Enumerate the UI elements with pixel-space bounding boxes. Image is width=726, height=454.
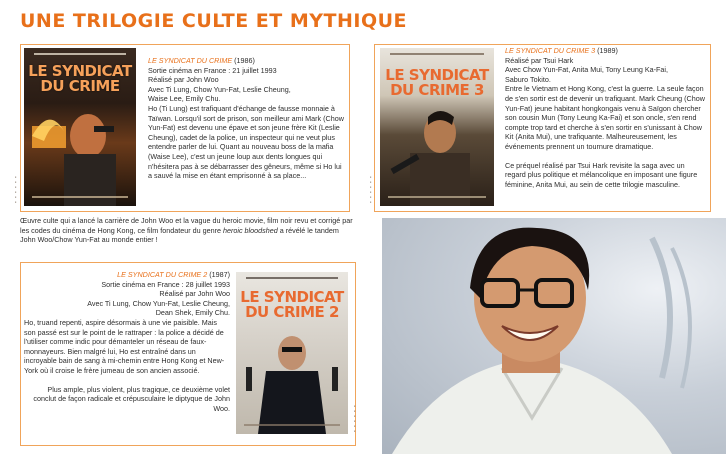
film1-title: LE SYNDICAT DU CRIME [148,56,233,65]
film3-poster [380,48,494,206]
film1-photo-credit: ▪▪▪▪▪▪ [13,175,18,205]
film2-director: Réalisé par John Woo [159,289,230,299]
film2-year: (1987) [209,270,230,279]
film2-poster-title-2: DU CRIME 2 [245,303,339,321]
film2-text [24,270,230,413]
film1-poster [24,48,136,206]
film1-footer-end: a révélé le tandem John Woo/Chow Yun-Fat au monde entier ! [20,225,339,245]
film1-text [148,56,346,181]
film1-footer-text: Œuvre culte qui a lancé la carrière de John Woo et la vague du heroic movie, film noir revu et corrigé par les codes du cinéma de Hong Kong, ce film fondateur du genre [20,216,353,235]
film3-poster-title-1: LE SYNDICAT [385,66,489,84]
film3-photo-credit: ▪▪▪▪▪▪ [368,175,373,205]
film2-synopsis: Ho, truand repenti, aspire désormais à une vie paisible. Mais son passé est sur le point de le rattraper : la police a décidé de l'utiliser comme indic pour démanteler un réseau de faux-monnayeurs. Bien malgré lui, Ho est entraîné dans un incroyable bain de sang à mi-chemin entre Hong Kong et New-York où il croise le frère jumeau de son ancien associé. [24,317,225,375]
page-title: UNE TRILOGIE CULTE ET MYTHIQUE [20,10,408,32]
film1-footer-genre: heroic bloodshed [222,225,278,235]
film3-year: (1989) [597,46,618,55]
film2-poster [236,272,348,434]
film2-photo-credit: ▪▪▪▪▪▪ [352,404,357,434]
film3-poster-title-2: DU CRIME 3 [390,81,484,99]
film3-synopsis: Entre le Vietnam et Hong Kong, c'est la guerre. La seule façon de s'en sortir est de devenir un trafiquant. Mark Cheung (Chow Yun-Fat) jeune habitant hongkongais venu à Saïgon chercher son cousin Mun (Tony Leung Ka-Fai) et son oncle, s'en rend compte trop tard et cherche à s'en sortir en s'unissant à Chow Kit (Anita Mui), une trafiquante. Malheureusement, les événements prennent un tournure dramatique. [505,84,705,151]
film3-poster-illustration [380,103,494,206]
film1-poster-illustration [24,96,136,206]
film3-footer: Ce préquel réalisé par Tsui Hark revisite la saga avec un regard plus politique et mélancolique en imposant une figure féminine, Anita Mui, au sein de cette trilogie masculine. [505,160,698,189]
actor-photo-illustration [382,218,726,454]
film3-director: Réalisé par Tsui Hark [505,55,574,65]
film2-poster-illustration [236,327,348,434]
film3-cast-2: Saburo Tokito. [505,74,551,84]
film2-release: Sortie cinéma en France : 28 juillet 1993 [101,279,230,289]
film2-poster-title-1: LE SYNDICAT [240,288,344,306]
film2-cast-2: Dean Shek, Emily Chu. [155,308,230,318]
film1-poster-title-2: DU CRIME [40,77,120,95]
film1-poster-title-1: LE SYNDICAT [28,62,132,80]
film1-cast-2: Waise Lee, Emily Chu. [148,94,221,104]
film1-cast-1: Avec Ti Lung, Chow Yun-Fat, Leslie Cheung, [148,84,291,94]
film1-director: Réalisé par John Woo [148,75,219,85]
film3-text [505,46,705,189]
film1-synopsis: Ho (Ti Lung) est trafiquant d'échange de fausse monnaie à Taïwan. Lorsqu'il sort de prison, son meilleur ami Mark (Chow Yun-Fat) est devenu une épave et son jeune frère Kit (Leslie Cheung), cadet de la police, un inspecteur qui ne veut plus entendre parler de lui. Quant au nouveau boss de la mafia (Waise Lee), c'est un jeune loup aux dents longues qui n'hésitera pas à se débarrasser des gêneurs, même si Ho lui a sauvé la mise en étant emprisonné à sa place... [148,103,344,181]
film1-footer [20,216,356,245]
film2-cast-1: Avec Ti Lung, Chow Yun-Fat, Leslie Cheung, [87,298,230,308]
film3-title: LE SYNDICAT DU CRIME 3 [505,46,596,55]
actor-photo [382,218,726,454]
film1-release: Sortie cinéma en France : 21 juillet 1993 [148,65,277,75]
film2-title: LE SYNDICAT DU CRIME 2 [117,270,208,279]
film2-footer: Plus ample, plus violent, plus tragique, ce deuxième volet conclut de façon radicale et crépusculaire le diptyque de John Woo. [33,384,230,413]
film3-cast-1: Avec Chow Yun-Fat, Anita Mui, Tony Leung Ka-Fai, [505,65,669,75]
film1-year: (1986) [234,56,255,65]
